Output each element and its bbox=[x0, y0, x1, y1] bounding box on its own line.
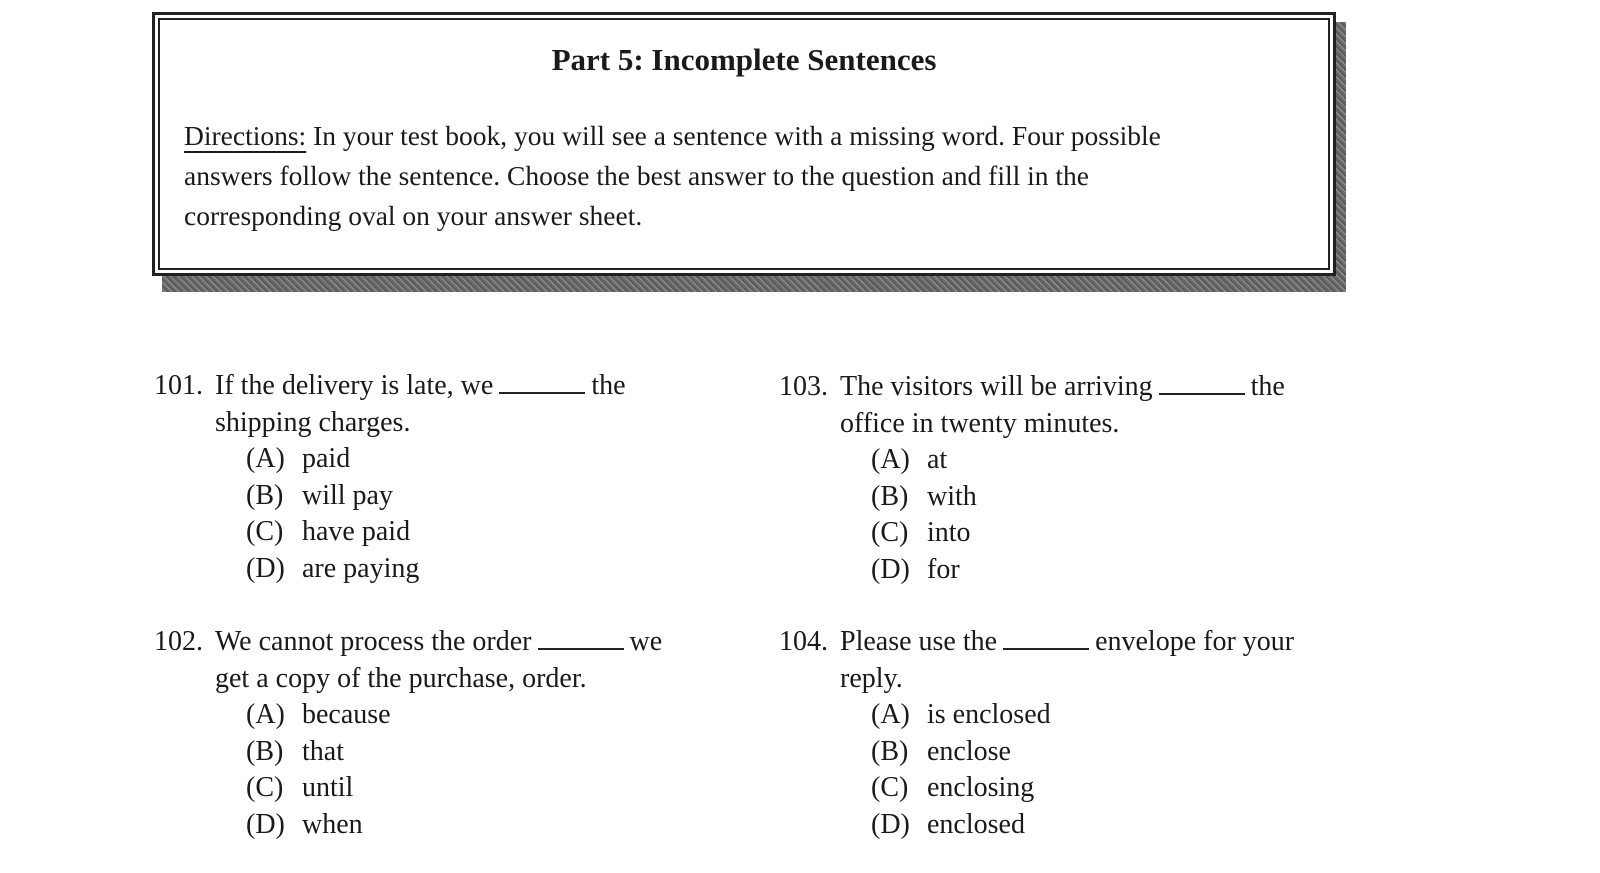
question-stem bbox=[840, 369, 1285, 442]
section-title: Part 5: Incomplete Sentences bbox=[551, 42, 937, 77]
option-text: paid bbox=[302, 443, 351, 474]
stem-text-before-blank: Please use the bbox=[840, 626, 998, 657]
stem-text-before-blank: If the delivery is late, we bbox=[215, 370, 494, 401]
option-text: enclosing bbox=[927, 772, 1035, 803]
option-letter: (C) bbox=[871, 517, 909, 548]
answer-options bbox=[246, 697, 391, 843]
option-letter: (D) bbox=[871, 808, 910, 840]
option-text: is enclosed bbox=[927, 699, 1051, 730]
option-d[interactable] bbox=[871, 552, 977, 589]
directions-line-2: answers follow the sentence. Choose the best answer to the question and fill in the bbox=[184, 160, 1089, 191]
option-b[interactable] bbox=[871, 734, 1051, 771]
stem-text-before-blank: The visitors will be arriving bbox=[840, 371, 1153, 402]
question-stem bbox=[215, 368, 626, 441]
option-c[interactable] bbox=[871, 515, 977, 552]
answer-blank bbox=[538, 626, 624, 650]
option-b[interactable] bbox=[246, 478, 419, 515]
option-text: with bbox=[927, 480, 977, 512]
option-a[interactable] bbox=[246, 441, 419, 478]
option-letter: (D) bbox=[246, 552, 285, 584]
option-letter: (B) bbox=[871, 735, 909, 767]
directions-box-inner-border bbox=[158, 18, 1330, 270]
option-letter: (A) bbox=[871, 699, 910, 730]
answer-blank bbox=[499, 370, 585, 394]
stem-text-before-blank: We cannot process the order bbox=[215, 626, 532, 657]
option-letter: (D) bbox=[246, 808, 285, 840]
option-d[interactable] bbox=[246, 807, 391, 844]
option-letter: (C) bbox=[871, 772, 909, 803]
option-text: because bbox=[302, 699, 391, 730]
option-text: enclose bbox=[927, 735, 1011, 767]
option-a[interactable] bbox=[871, 697, 1051, 734]
stem-text-after-blank: we bbox=[629, 626, 663, 657]
option-a[interactable] bbox=[871, 442, 977, 479]
option-text: for bbox=[927, 553, 960, 585]
question-number: 101. bbox=[154, 370, 203, 401]
option-text: enclosed bbox=[927, 808, 1025, 840]
option-a[interactable] bbox=[246, 697, 391, 734]
answer-options bbox=[871, 697, 1051, 843]
stem-line-2: shipping charges. bbox=[215, 406, 411, 438]
directions-line-3: corresponding oval on your answer sheet. bbox=[184, 200, 643, 231]
option-letter: (A) bbox=[246, 699, 285, 730]
option-b[interactable] bbox=[871, 479, 977, 516]
option-c[interactable] bbox=[246, 770, 391, 807]
option-text: have paid bbox=[302, 516, 411, 547]
option-text: are paying bbox=[302, 552, 420, 584]
stem-line-2: get a copy of the purchase, order. bbox=[215, 662, 587, 694]
option-letter: (B) bbox=[246, 735, 284, 767]
option-letter: (B) bbox=[246, 479, 284, 511]
option-letter: (B) bbox=[871, 480, 909, 512]
question-number: 104. bbox=[779, 626, 828, 657]
option-text: into bbox=[927, 517, 971, 548]
stem-text-after-blank: envelope for your bbox=[1095, 626, 1295, 657]
option-letter: (C) bbox=[246, 772, 284, 803]
option-c[interactable] bbox=[246, 514, 419, 551]
directions-label: Directions: bbox=[184, 120, 307, 151]
stem-text-after-blank: the bbox=[1250, 371, 1285, 402]
answer-blank bbox=[1003, 626, 1089, 650]
option-d[interactable] bbox=[871, 807, 1051, 844]
option-letter: (D) bbox=[871, 553, 910, 585]
stem-text-after-blank: the bbox=[591, 370, 626, 401]
option-b[interactable] bbox=[246, 734, 391, 771]
option-text: at bbox=[927, 444, 948, 475]
question-number: 102. bbox=[154, 626, 203, 657]
option-letter: (C) bbox=[246, 516, 284, 547]
option-text: will pay bbox=[302, 479, 393, 511]
answer-options bbox=[246, 441, 419, 587]
answer-options bbox=[871, 442, 977, 588]
directions-box bbox=[152, 12, 1336, 276]
option-letter: (A) bbox=[871, 444, 910, 475]
stem-line-2: office in twenty minutes. bbox=[840, 407, 1120, 439]
stem-line-2: reply. bbox=[840, 662, 903, 694]
question-stem bbox=[215, 624, 662, 697]
option-text: that bbox=[302, 735, 344, 767]
answer-blank bbox=[1159, 371, 1245, 395]
option-c[interactable] bbox=[871, 770, 1051, 807]
option-text: when bbox=[302, 808, 363, 840]
option-d[interactable] bbox=[246, 551, 419, 588]
option-letter: (A) bbox=[246, 443, 285, 474]
directions-text bbox=[184, 116, 1244, 236]
directions-line-1: In your test book, you will see a sentence with a missing word. Four possible bbox=[306, 120, 1161, 151]
question-number: 103. bbox=[779, 371, 828, 402]
option-text: until bbox=[302, 772, 354, 803]
question-stem bbox=[840, 624, 1294, 697]
